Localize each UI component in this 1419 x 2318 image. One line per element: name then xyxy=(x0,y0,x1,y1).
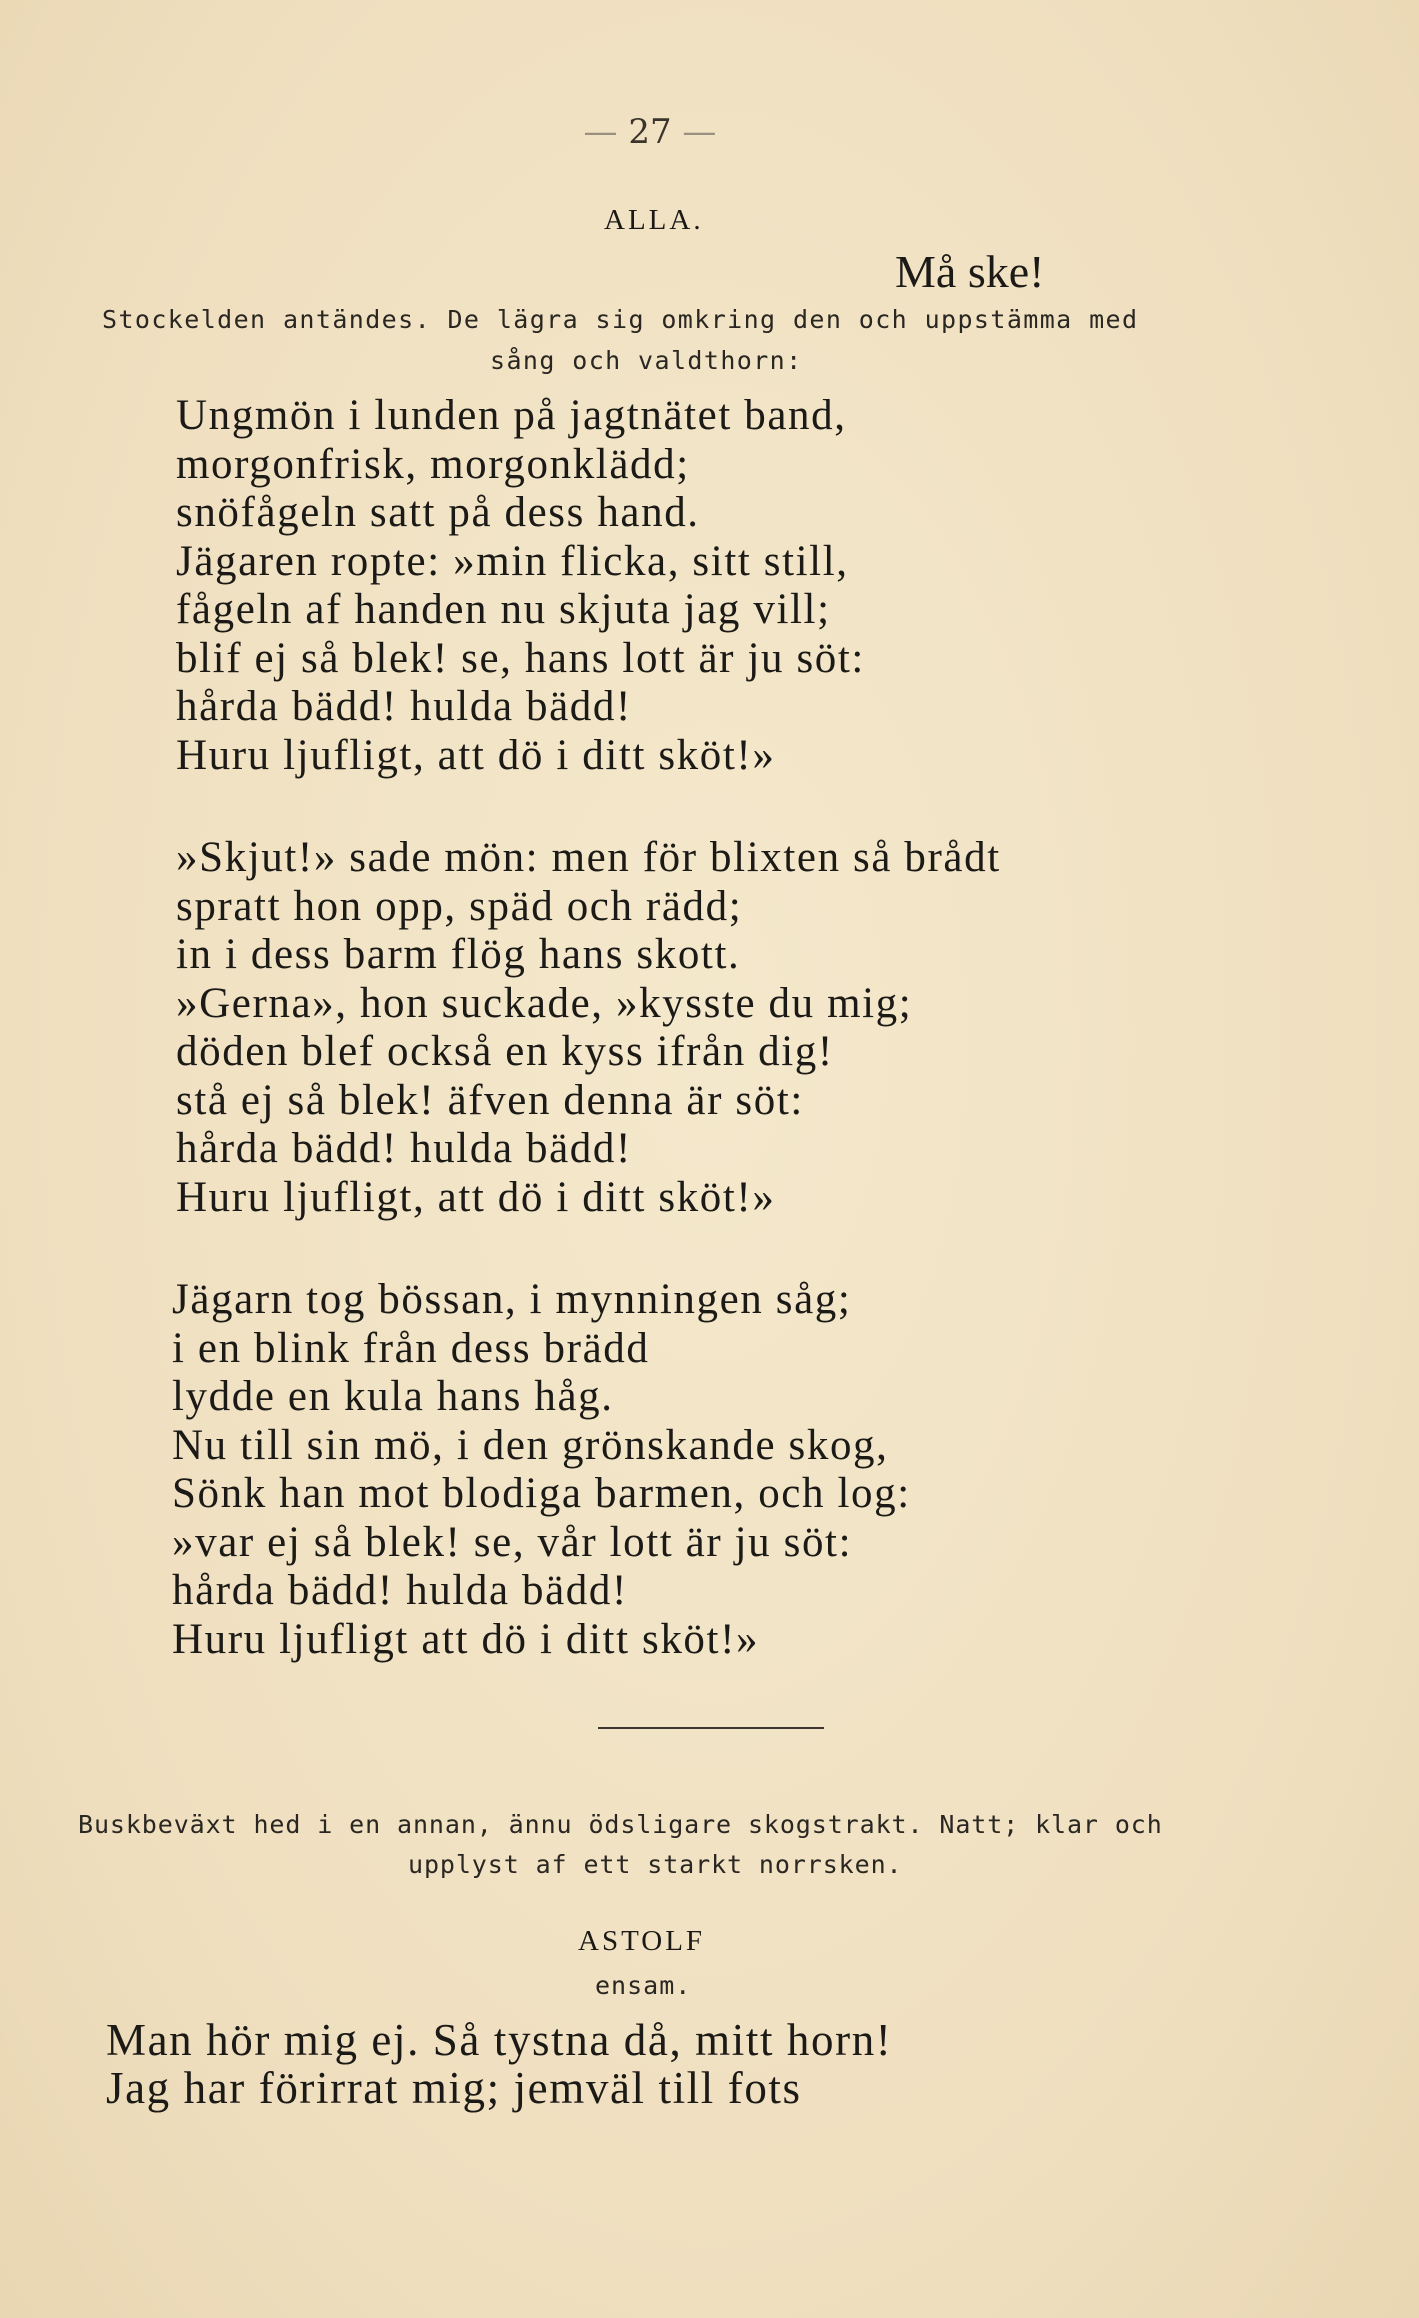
verse-line: hårda bädd! hulda bädd! xyxy=(176,683,632,730)
song-stanza-1 xyxy=(176,392,865,780)
verse-line: Jägarn tog bössan, i mynningen såg; xyxy=(172,1276,852,1323)
stage-direction: sång och valdthorn: xyxy=(490,346,803,375)
verse-line: Jägaren ropte: »min flicka, sitt still, xyxy=(176,537,849,585)
verse-line: Huru ljufligt, att dö i ditt sköt!» xyxy=(176,731,776,779)
verse-line: lydde en kula hans håg. xyxy=(172,1373,614,1420)
verse-line: in i dess barm flög hans skott. xyxy=(176,931,741,978)
verse-line: hårda bädd! hulda bädd! xyxy=(172,1567,628,1614)
verse-line: stå ej så blek! äfven denna är söt: xyxy=(176,1076,804,1124)
verse-line: hårda bädd! hulda bädd! xyxy=(176,1125,632,1172)
song-stanza-3 xyxy=(172,1276,911,1664)
verse-line: »Skjut!» sade mön: men för blixten så brådt xyxy=(176,834,1001,881)
verse-line: fågeln af handen nu skjuta jag vill; xyxy=(176,586,831,633)
verse-line: Nu till sin mö, i den grönskande skog, xyxy=(172,1421,889,1469)
page-number: — 27 — xyxy=(583,112,717,152)
verse-line: döden blef också en kyss ifrån dig! xyxy=(176,1028,834,1075)
verse-line: snöfågeln satt på dess hand. xyxy=(176,489,700,536)
verse-line: i en blink från dess brädd xyxy=(172,1324,650,1372)
dialogue-line: Må ske! xyxy=(895,246,1045,297)
verse-line: spratt hon opp, späd och rädd; xyxy=(176,882,743,930)
verse-line: Jag har förirrat mig; jemväl till fots xyxy=(106,2063,802,2113)
verse-line: Ungmön i lunden på jagtnätet band, xyxy=(176,392,847,439)
astolf-speech xyxy=(106,2016,892,2112)
scene-divider xyxy=(598,1727,824,1729)
verse-line: Man hör mig ej. Så tystna då, mitt horn! xyxy=(106,2015,893,2065)
verse-line: morgonfrisk, morgonklädd; xyxy=(176,440,690,488)
verse-line: Huru ljufligt, att dö i ditt sköt!» xyxy=(176,1173,776,1221)
speaker-direction: ensam. xyxy=(595,1971,692,2000)
speaker-astolf: ASTOLF xyxy=(578,1925,706,1957)
verse-line: »Gerna», hon suckade, »kysste du mig; xyxy=(176,979,913,1027)
verse-line: Huru ljufligt att dö i ditt sköt!» xyxy=(172,1615,760,1663)
stage-direction: Stockelden antändes. De lägra sig omkring den och uppstämma med xyxy=(102,305,1139,334)
verse-line: Sönk han mot blodiga barmen, och log: xyxy=(172,1470,911,1517)
speaker-alla: ALLA. xyxy=(604,204,704,236)
song-stanza-2 xyxy=(176,834,1001,1222)
verse-line: »var ej så blek! se, vår lott är ju söt: xyxy=(172,1518,853,1566)
verse-line: blif ej så blek! se, hans lott är ju söt: xyxy=(176,634,865,682)
stage-direction: upplyst af ett starkt norrsken. xyxy=(408,1850,903,1879)
stage-direction: Buskbeväxt hed i en annan, ännu ödsligare skogstrakt. Natt; klar och xyxy=(78,1810,1163,1839)
